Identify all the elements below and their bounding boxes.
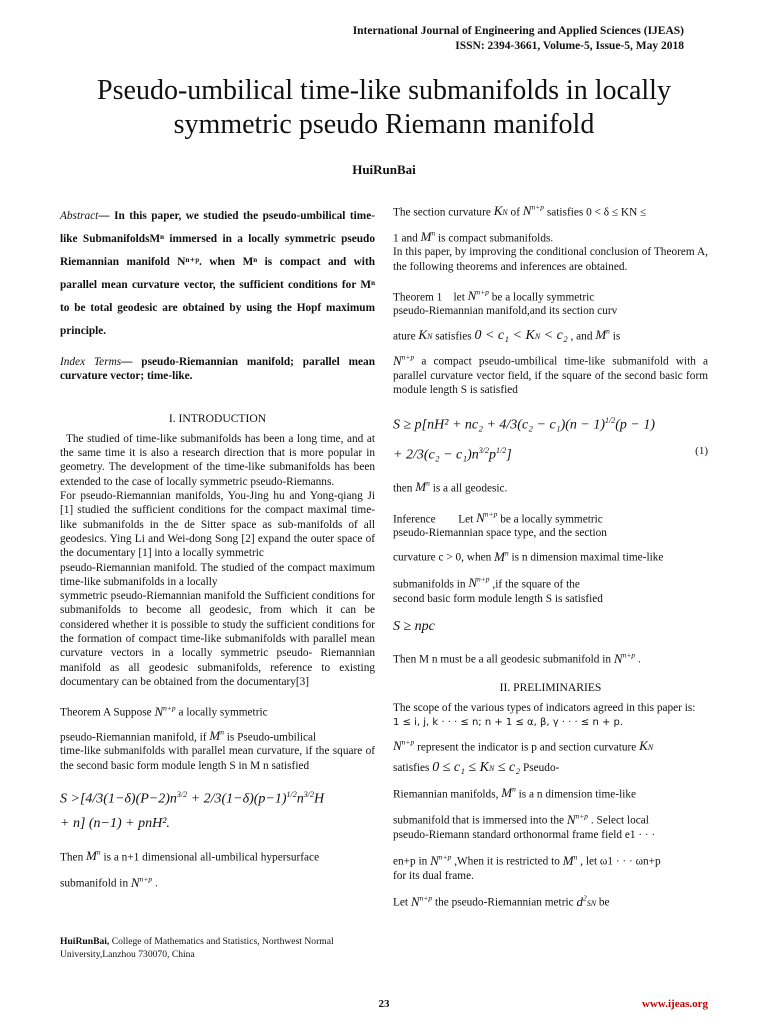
- immersed-text: submanifold that is immersed into the: [393, 814, 564, 827]
- immersed-line: [393, 809, 708, 828]
- inference-line-4: [393, 573, 708, 592]
- equation-inference: S ≥ npc: [393, 619, 435, 635]
- abstract: [60, 205, 375, 343]
- then-geodesic: [393, 477, 708, 496]
- curvature-bounds: 0 < c₁ < KN < c₂: [474, 328, 568, 344]
- index-terms-label: Index Terms: [60, 356, 122, 368]
- intro-paragraph-2: For pseudo-Riemannian manifolds, You-Jing hu and Yong-qiang Ji [1] studied the sufficient conditions for the compact maximal time-like submanifolds in the de Sitter space as sub-manifolds of all geodesics. Ying Li and Wei-dong Song [2] expand the outer space of the documentary [1] into a locally symmetric: [60, 490, 375, 560]
- theorem-a-mid: a: [178, 706, 184, 719]
- inference-label: Inference: [393, 512, 436, 525]
- submanifold-symbol-3: $M^n$: [420, 228, 436, 244]
- scope-paragraph: The scope of the various types of indicators agreed in this paper is:: [393, 702, 696, 715]
- inference-text-e: curvature c > 0, when: [393, 551, 492, 564]
- then-mn-line: Then M n must be a all geodesic submanifold in $N^{n+p}$ .: [393, 650, 641, 666]
- manifold-symbol-7: $N^{n+p}$: [468, 575, 490, 591]
- th1-text-c: be a locally symmetric: [491, 291, 595, 304]
- footnote-name: HuiRunBai,: [60, 936, 110, 947]
- enp-line: [393, 850, 708, 869]
- submanifold-symbol-7: $M^n$: [501, 784, 516, 801]
- th1-let: let: [453, 291, 465, 304]
- submanifold-in-text: submanifold in: [60, 877, 129, 890]
- theorem-a-text-2b: is Pseudo-umbilical: [226, 731, 317, 744]
- manifold-symbol-8: $N^{n+p}$: [613, 650, 636, 666]
- curvature-symbol-2: KN: [418, 327, 433, 343]
- submanifold-symbol-5: $M^n$: [415, 478, 430, 495]
- th1-line-4: [393, 350, 708, 397]
- theorem-a-text-2: pseudo-Riemannian manifold, if: [60, 731, 207, 744]
- sc-text-2: 1 and: [393, 231, 418, 244]
- metric-symbol: $d^2SN$: [576, 893, 597, 909]
- inference-text-c: be a locally symmetric: [500, 512, 603, 525]
- manifold-symbol-10: $N^{n+p}$: [566, 811, 589, 827]
- journal-header: [353, 24, 684, 54]
- intro-paragraph-4: symmetric pseudo-Riemannian manifold the Sufficient conditions for submanifolds to become all geodesic, from which it can be considered whether it is possible to study the sufficient conditions for the formation of compact time-like submanifolds with parallel mean curvature vectors in a locally symmetric pseudo- Riemannian manifold as all geodesic submanifolds, reference to existing documentary can be obtained from the documentary[3]: [60, 590, 375, 688]
- be-text: be: [598, 896, 610, 909]
- index-terms: [60, 355, 375, 384]
- journal-issn: ISSN: 2394-3661, Volume-5, Issue-5, May 2018: [455, 40, 684, 52]
- then-label-r: then: [393, 482, 413, 495]
- riemannian-text-b: is a n dimension time-like: [518, 788, 637, 801]
- intro-paragraph-1: The studied of time-like submanifolds has been a long time, and at the same time it is also a research direction that is more popular in geometry. The development of the time-like submanifolds has been extended to the case of locally symmetric pseudo-Riemanns.: [60, 432, 375, 488]
- manifold-symbol-6: $N^{n+p}$: [476, 509, 498, 525]
- satisfies-line: [393, 761, 708, 776]
- then-mn-text: Then M n must be a all geodesic submanifold in: [393, 653, 612, 666]
- left-column: [60, 205, 375, 891]
- sc-text-2b: is compact submanifolds.: [438, 231, 554, 244]
- equation-1: $S \ge p[nH^2 + nc_2 + 4/3(c_2 - c_1)(n - 1)^{1/2}(p - 1)$ + $2/3(c_2 - c_1)n^{3/2}p^{1/2}$] (1): [393, 415, 708, 463]
- compact-line: [393, 227, 708, 246]
- enp-text-b: ,When it is restricted to: [454, 855, 560, 868]
- enp-text-c: , let ω1 · · · ωn+p: [580, 855, 661, 868]
- curvature-bounds-2: 0 ≤ c₁ ≤ KN ≤ c₂: [432, 760, 521, 776]
- paper-author: HuiRunBai: [352, 162, 416, 177]
- represent-text: represent the indicator is p and section curvature: [417, 741, 637, 754]
- theorem-a-line-3: time-like submanifolds with parallel mean curvature, if the square of the second basic form module length S in M n satisfied: [60, 745, 375, 772]
- theorem-a: [60, 701, 375, 720]
- inference-line-2: pseudo-Riemannian space type, and the section: [393, 527, 607, 540]
- improve-paragraph: In this paper, by improving the conditional conclusion of Theorem A, the following theorems and inferences are obtained.: [393, 246, 708, 273]
- manifold-symbol-9: $N^{n+p}$: [393, 737, 415, 754]
- th1-line-3: [393, 325, 708, 345]
- then-label: Then: [60, 851, 84, 864]
- submanifold-in-line: submanifold in $N^{n+p}$ .: [60, 874, 158, 890]
- indices-line: 1 ≤ i, j, k · · · ≤ n; n + 1 ≤ α, β, γ · · · ≤ n + p.: [393, 716, 624, 728]
- th1-text-f: satisfies: [435, 330, 472, 343]
- intro-paragraph-3: pseudo-Riemannian manifold. The studied of the compact maximum time-like submanifolds in a locally: [60, 561, 375, 588]
- theorem-1: [393, 286, 708, 305]
- abstract-text: — In this paper, we studied the pseudo-umbilical time-like SubmanifoldsMⁿ immersed in a locally symmetric pseudo Riemannian manifold Nⁿ⁺ᵖ. when Mⁿ is compact and with parallel mean curvature vector, the sufficient conditions for Mⁿ to be total geodesic are obtained by using the Hopf maximum principle.: [60, 210, 375, 337]
- dual-line: for its dual frame.: [393, 869, 474, 882]
- then-geodesic-text: is a all geodesic.: [432, 482, 508, 495]
- satisfies-text: satisfies: [393, 762, 430, 775]
- submanifold-symbol-2: $M^n$: [86, 847, 101, 864]
- footnote-text: College of Mathematics and Statistics, Northwest Normal University,Lanzhou 730070, China: [60, 936, 334, 960]
- inference-line-3: [393, 546, 708, 565]
- th1-line-2: pseudo-Riemannian manifold,and its section curv: [393, 305, 618, 318]
- then-line: [60, 846, 375, 865]
- inference: [393, 508, 708, 527]
- section-introduction: I. INTRODUCTION: [168, 411, 267, 425]
- section-preliminaries: II. PRELIMINARIES: [499, 680, 602, 694]
- manifold-symbol-12: $N^{n+p}$: [410, 893, 433, 909]
- submanifold-symbol-4: $M^n$: [595, 326, 610, 343]
- manifold-symbol-5: $N^{n+p}$: [393, 352, 415, 368]
- curvature-symbol: KN: [493, 203, 508, 219]
- then-text: is a n+1 dimensional all-umbilical hypersurface: [103, 851, 320, 864]
- represent-line: [393, 736, 708, 756]
- th1-text-h: is: [612, 330, 621, 343]
- theorem-a-lead: Theorem A Suppose: [60, 706, 152, 719]
- manifold-symbol: $N^{n+p}$: [154, 703, 176, 719]
- theorem-a-tail: locally symmetric: [186, 706, 268, 719]
- th1-text-e: ature: [393, 330, 416, 343]
- journal-name: International Journal of Engineering and Applied Sciences (IJEAS): [352, 25, 684, 37]
- equation-number: (1): [695, 445, 708, 458]
- manifold-symbol-11: $N^{n+p}$: [430, 852, 452, 868]
- inference-text-h: ,if the square of the: [492, 578, 580, 591]
- pseudo-text: Pseudo-: [522, 762, 560, 775]
- author-footnote: [60, 936, 375, 961]
- paper-title: Pseudo-umbilical time-like submanifolds in locally symmetric pseudo Riemann manifold: [97, 75, 671, 140]
- manifold-symbol-3: $N^{n+p}$: [522, 203, 545, 219]
- submanifold-symbol-8: $M^n$: [562, 852, 578, 868]
- riemannian-line: [393, 783, 708, 802]
- theorem-a-line-2: [60, 726, 375, 745]
- submanifold-symbol: $M^n$: [209, 727, 224, 744]
- index-terms-text: — pseudo-Riemannian manifold; parallel mean curvature vector; time-like.: [60, 356, 375, 383]
- sc-text-1c: satisfies 0 < δ ≤ KN ≤: [546, 206, 647, 219]
- manifold-symbol-4: $N^{n+p}$: [467, 287, 489, 304]
- right-column: [393, 197, 708, 911]
- abstract-label: Abstract: [60, 210, 99, 222]
- manifold-symbol-2: $N^{n+p}$: [130, 874, 153, 890]
- equation-theorem-a: $S >[4/3(1-\delta)(P-2)n^{3/2} + 2/3(1-\delta)(p-1)^{1/2}n^{3/2}H$ + n] (n−1) + pnH².: [60, 790, 325, 831]
- metric-text: the pseudo-Riemannian metric: [434, 896, 574, 909]
- inference-text-f: is n dimension maximal time-like: [511, 551, 664, 564]
- sc-text-1: The section curvature: [393, 206, 491, 219]
- inference-let: Let: [458, 512, 474, 525]
- enp-text: en+p in: [393, 855, 428, 868]
- immersed-text-b: . Select local: [590, 814, 649, 827]
- th1-text-i: a compact pseudo-umbilical time-like submanifold with a parallel curvature vector field, if the square of the second basic form module length S is satisfied: [393, 355, 709, 397]
- th1-label: Theorem 1: [393, 291, 443, 304]
- page-number: 23: [378, 998, 390, 1010]
- section-curvature-line: [393, 201, 708, 221]
- metric-line: [393, 891, 708, 911]
- let-text: Let: [393, 896, 409, 909]
- th1-text-g: , and: [570, 330, 593, 343]
- inference-text-g: submanifolds in: [393, 578, 466, 591]
- inference-line-5: second basic form module length S is satisfied: [393, 592, 603, 605]
- frame-line: pseudo-Riemann standard orthonormal frame field e1 · · ·: [393, 829, 656, 841]
- curvature-symbol-3: KN: [639, 738, 654, 754]
- journal-website[interactable]: www.ijeas.org: [642, 998, 708, 1010]
- submanifold-symbol-6: $M^n$: [494, 548, 509, 564]
- riemannian-text: Riemannian manifolds,: [393, 788, 499, 801]
- sc-text-1b: of: [510, 206, 520, 219]
